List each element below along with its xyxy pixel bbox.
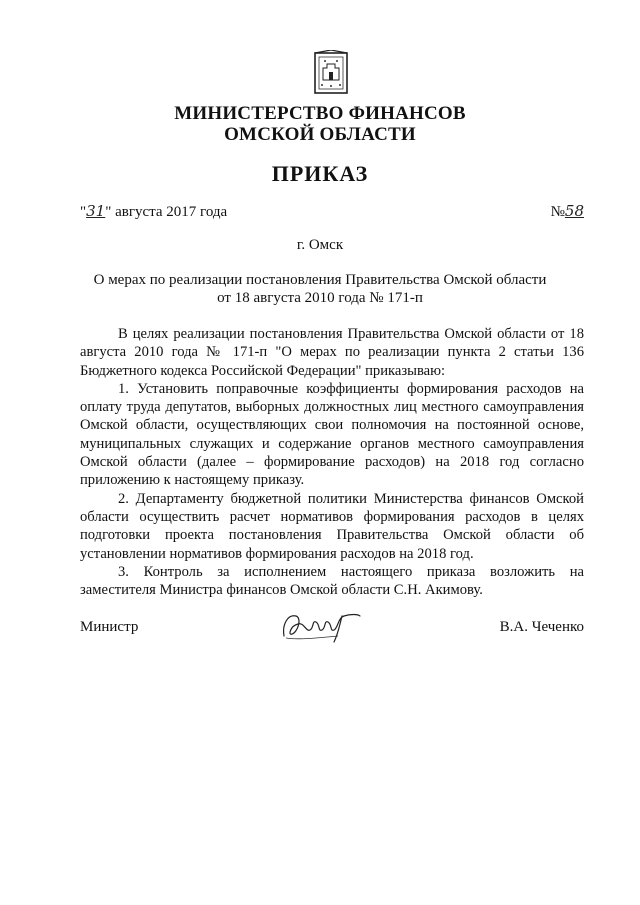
ministry-line-2: ОМСКОЙ ОБЛАСТИ: [224, 124, 416, 145]
subject-line-1: О мерах по реализации постановления Правительства Омской области: [93, 272, 547, 288]
signatory-position: Министр: [80, 619, 139, 635]
order-number: [551, 202, 584, 221]
body-paragraph-item-2: 2. Департаменту бюджетной политики Министерства финансов Омской области осуществить расчет нормативов формирования расходов в целях подготовки проекта постановления Правительства Омской области об установлении нормативов формирования расходов на 2018 год.: [80, 490, 584, 562]
body-paragraph-item-3: 3. Контроль за исполнением настоящего приказа возложить на заместителя Министра финансов Омской области С.Н. Акимову.: [80, 563, 584, 599]
city: г. Омск: [296, 237, 344, 253]
number-value-handwritten: 58: [564, 202, 584, 220]
omsk-coat-of-arms-icon: [313, 50, 349, 96]
handwritten-signature-icon: [278, 606, 364, 646]
body-paragraph-intro: В целях реализации постановления Правительства Омской области от 18 августа 2010 года № 171-п "О мерах по реализации пункта 2 статьи 136 Бюджетного кодекса Российской Федерации" приказываю:: [80, 326, 584, 379]
ministry-name: [0, 103, 640, 145]
subject-line-2: от 18 августа 2010 года № 171-п: [217, 290, 423, 306]
date-rest: " августа 2017 года: [105, 204, 228, 220]
order-title: ПРИКАЗ: [271, 161, 369, 186]
date-quote-open: ": [80, 204, 87, 220]
body-paragraph-item-1: 1. Установить поправочные коэффициенты формирования расходов на оплату труда депутатов, выборных должностных лиц местного самоуправления Омской области, осуществляющих свои полномочия на постоянной основе, муниципальных служащих и содержание органов местного самоуправления Омской области (далее – формирование расходов) на 2018 год согласно приложению к настоящему приказу.: [80, 380, 584, 489]
order-body: [80, 325, 584, 599]
number-label: №: [550, 204, 565, 220]
order-subject: [0, 271, 640, 307]
signatory-name: В.А. Чеченко: [499, 619, 584, 635]
date-day-handwritten: 31: [86, 202, 106, 220]
ministry-line-1: МИНИСТЕРСТВО ФИНАНСОВ: [174, 103, 466, 124]
order-date: [80, 202, 227, 221]
